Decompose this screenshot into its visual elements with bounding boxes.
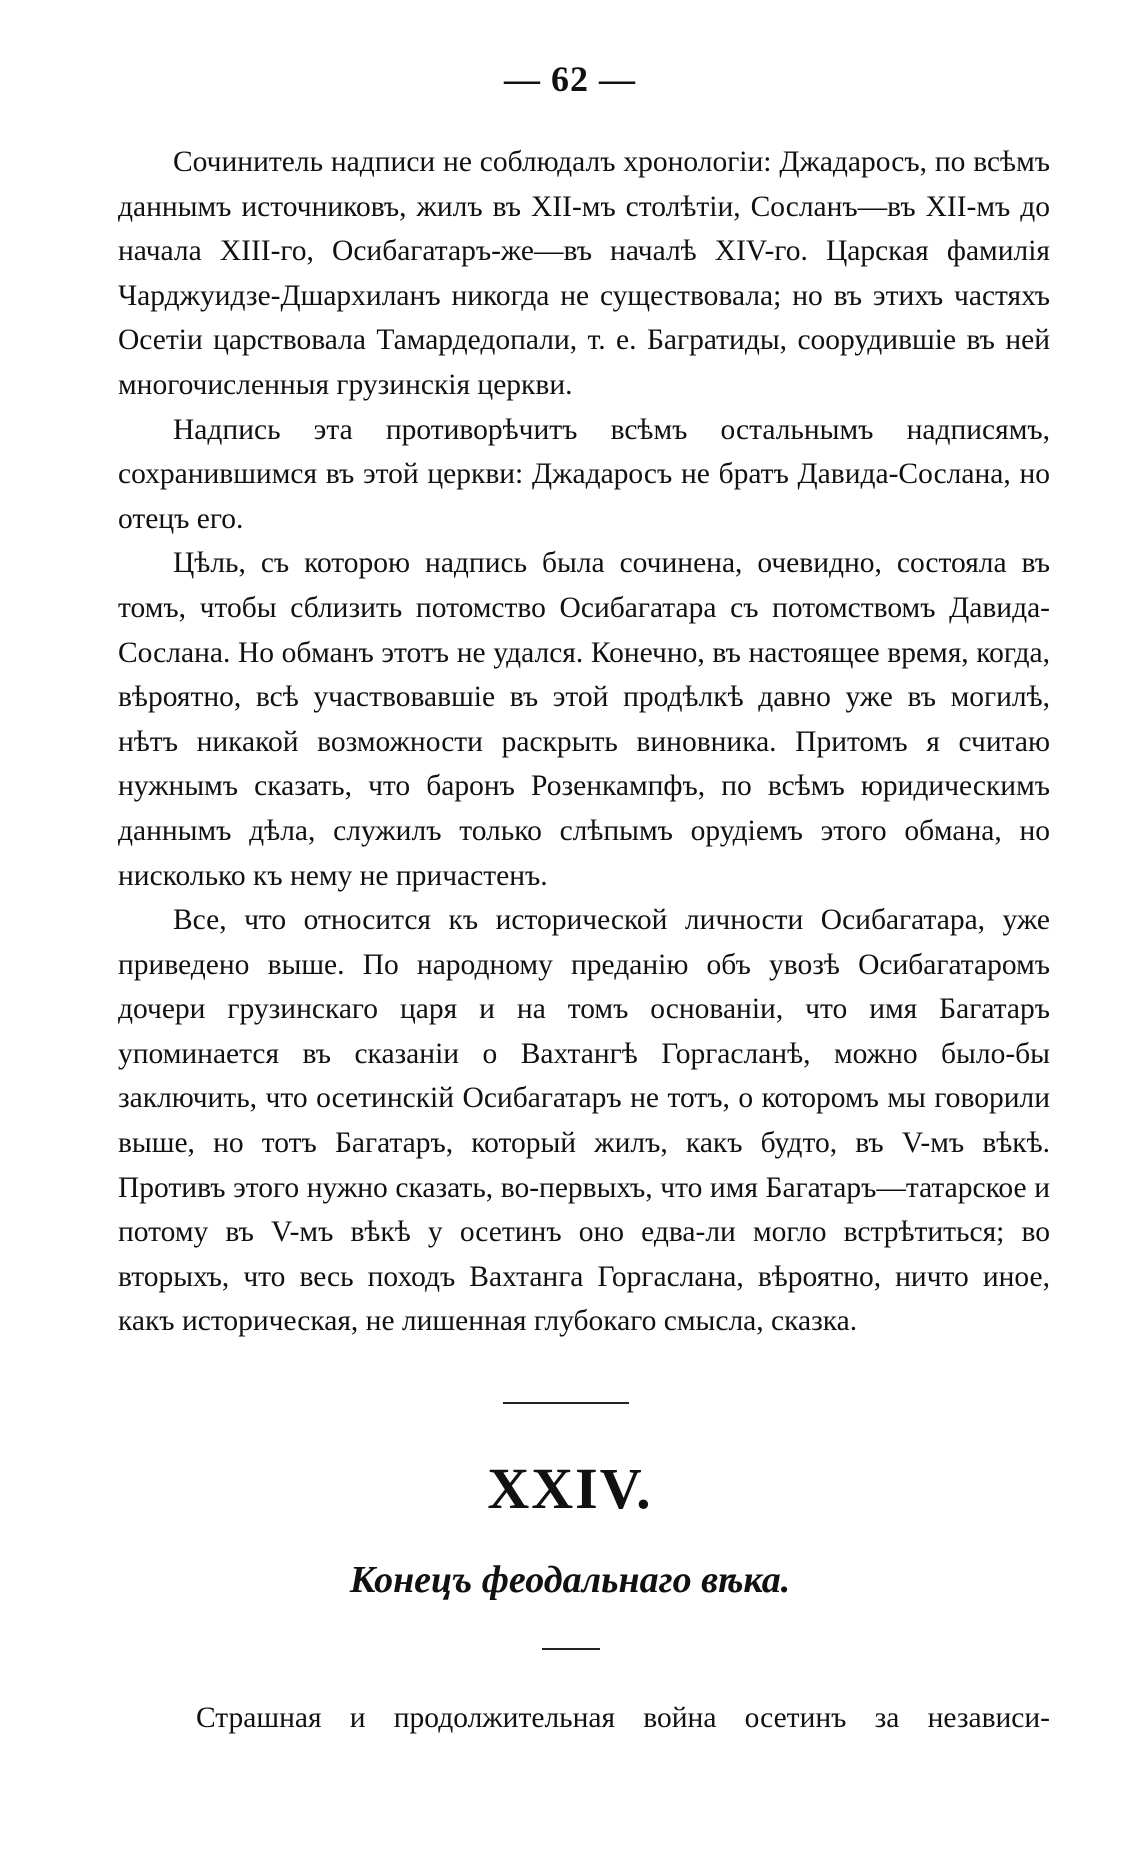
chapter-number: XXIV. — [487, 1456, 653, 1521]
chapter-title: Конецъ феодальнаго вѣка. — [349, 1559, 791, 1601]
section-divider — [503, 1402, 629, 1404]
paragraph: Цѣль, съ которою надпись была сочинена, очевидно, состояла въ томъ, чтобы сблизить потомство Осибагатара съ потомствомъ Давида-Сослана. Но обманъ этотъ не удался. Конечно, въ настоящее время, когда, вѣроятно, всѣ участвовавшіе въ этой продѣлкѣ давно уже въ могилѣ, нѣтъ никакой возможности раскрыть виновника. Притомъ я считаю нужнымъ сказать, что баронъ Розенкампфъ, по всѣмъ юридическимъ даннымъ дѣла, служилъ только слѣпымъ орудіемъ этого обмана, но нисколько къ нему не причастенъ. — [118, 547, 1050, 892]
body-text — [118, 140, 1050, 1344]
chapter-opening-line: Страшная и продолжительная война осетинъ за независи- — [196, 1702, 1050, 1734]
paragraph: Надпись эта противорѣчитъ всѣмъ остальнымъ надписямъ, сохранившимся въ этой церкви: Джадаросъ не братъ Давида-Сослана, но отецъ его. — [118, 413, 1050, 535]
page-number: — 62 — — [504, 59, 636, 99]
title-divider — [542, 1648, 600, 1650]
paragraph: Сочинитель надписи не соблюдалъ хронологіи: Джадаросъ, по всѣмъ даннымъ источниковъ, жилъ въ XII-мъ столѣтіи, Сосланъ—въ XII-мъ до начала XIII-го, Осибагатаръ-же—въ началѣ XIV-го. Царская фамилія Чарджуидзе-Дшархиланъ никогда не существовала; но въ этихъ частяхъ Осетіи царствовала Тамардедопали, т. е. Багратиды, соорудившіе въ ней многочисленныя грузинскія церкви. — [118, 146, 1050, 401]
paragraph: Все, что относится къ исторической личности Осибагатара, уже приведено выше. По народному преданію объ увозѣ Осибагатаромъ дочери грузинскаго царя и на томъ основаніи, что имя Багатаръ упоминается въ сказаніи о Вахтангѣ Горгасланѣ, можно было-бы заключить, что осетинскій Осибагатаръ не тотъ, о которомъ мы говорили выше, но тотъ Багатаръ, который жилъ, какъ будто, въ V-мъ вѣкѣ. Противъ этого нужно сказать, во-первыхъ, что имя Багатаръ—татарское и потому въ V-мъ вѣкѣ у осетинъ оно едва-ли могло встрѣтиться; во вторыхъ, что весь походъ Вахтанга Горгаслана, вѣроятно, ничто иное, какъ историческая, не лишенная глубокаго смысла, сказка. — [118, 904, 1050, 1338]
